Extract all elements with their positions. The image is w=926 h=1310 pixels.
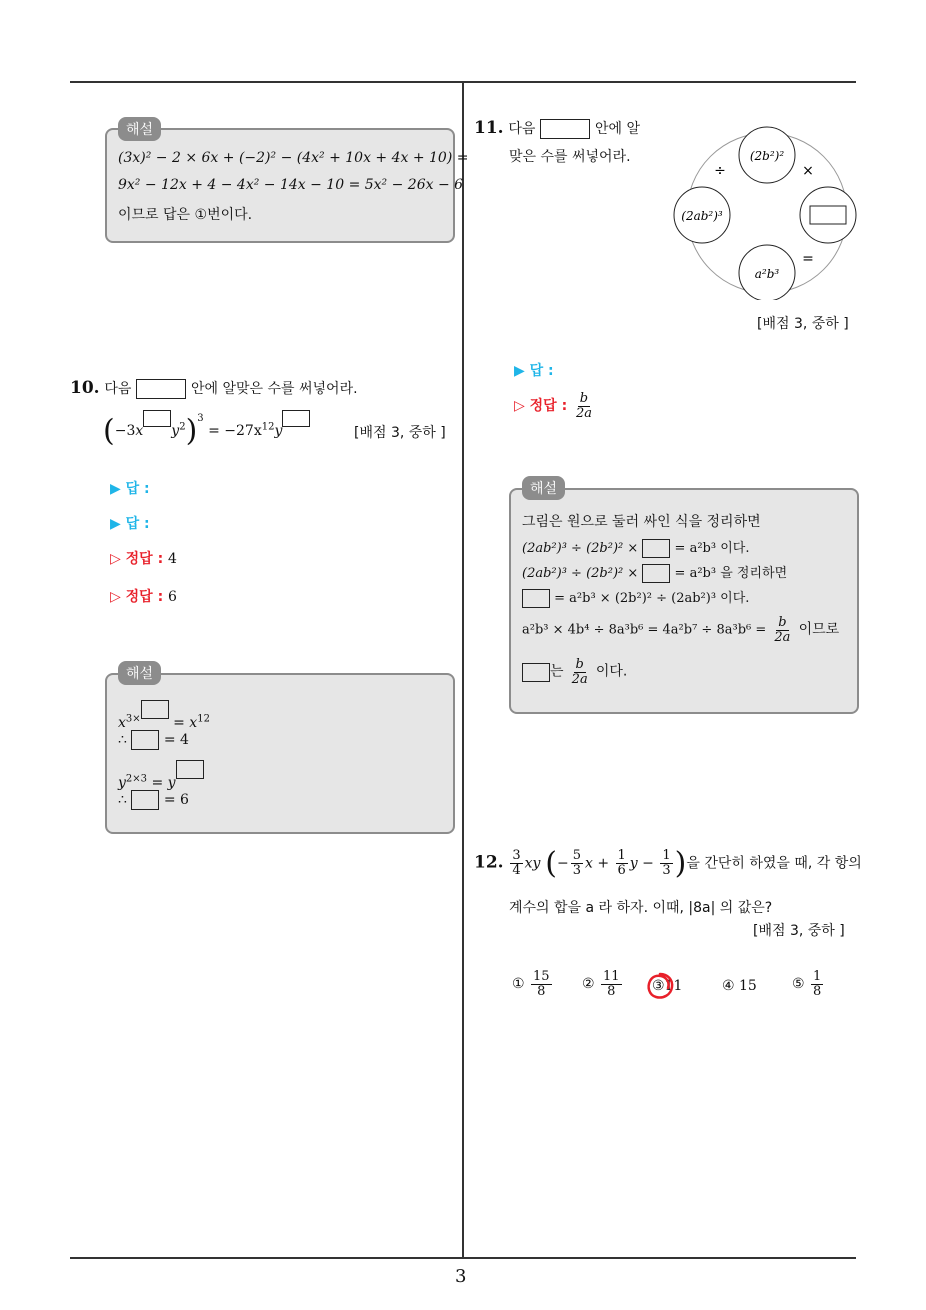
q11-correct (514, 392, 596, 420)
q12-minus: − (556, 855, 569, 872)
q12-choice-5-frac: $\frac{1}{8}$ (813, 969, 822, 999)
q10-sol-x2-exp: 12 (197, 713, 210, 725)
q11-op-eq: = (802, 251, 814, 267)
q11-sol-line2-b: = a²b³ 이다. (674, 541, 750, 556)
q11-correct-label: ▷ 정답 : (514, 398, 568, 415)
q12-frac-1-6: $\frac{1}{6}$ (617, 848, 626, 878)
q10-sol-line3 (118, 760, 204, 791)
q10-sol-x: x (118, 715, 126, 731)
q11-solution-tag: 해설 (522, 476, 565, 500)
q12-plus: + (592, 855, 614, 872)
q12-choice-1-frac: $\frac{15}{8}$ (533, 969, 550, 999)
q9-solution-line2: 9x² − 12x + 4 − 4x² − 14x − 10 = 5x² − 26x − 6 (118, 177, 464, 193)
q11-sol-line6 (522, 658, 627, 686)
q11-circle-diagram (668, 120, 858, 300)
q10-correct-2 (110, 586, 177, 606)
q11-diagram-left: (2ab²)³ (681, 209, 723, 223)
q10-exp-box-1 (143, 410, 171, 427)
q10-eq-coef: −3 (114, 423, 136, 439)
q12-xy: xy (524, 855, 541, 872)
q11-diagram-top: (2b²)² (749, 149, 785, 163)
q10-sol-therefore-1: ∴ (118, 732, 127, 748)
q11-sol-line1: 그림은 원으로 둘러 싸인 식을 정리하면 (522, 514, 761, 530)
q11-sol-line6-fraction: $\frac{b}{2a}$ (571, 657, 588, 687)
q12-prompt-tail: 을 간단히 하였을 때, 각 항의 (686, 855, 862, 872)
q11-sol-line5 (522, 616, 839, 644)
q10-sol-y: y (118, 775, 126, 791)
q10-eq-x: x (135, 423, 144, 439)
q12-choice-2-frac: $\frac{11}{8}$ (603, 969, 620, 999)
q11-sol-line3 (522, 562, 787, 583)
q11-prompt-line1 (474, 118, 640, 139)
q12-x-term: x (584, 855, 593, 872)
q10-eq-y: y (171, 423, 180, 439)
q9-solution-tag: 해설 (118, 117, 161, 141)
q12-left-paren: ( (545, 846, 557, 881)
q12-frac-5-3: $\frac{5}{3}$ (572, 848, 581, 878)
q11-sol-line3-a: (2ab²)³ ÷ (2b²)² × (522, 566, 639, 581)
q10-eq-exp12: 12 (261, 421, 275, 433)
q10-solution-tag: 해설 (118, 661, 161, 685)
q10-exp-box-2 (282, 410, 310, 427)
q12-meta: [배점 3, 중하 ] (753, 923, 845, 939)
q10-sol-x-exp: 3× (125, 713, 141, 725)
q12-choice-3-mark: ③ (652, 978, 665, 994)
q11-sol-line2 (522, 537, 749, 558)
q11-sol-box-4 (522, 663, 550, 682)
bottom-rule (70, 1257, 856, 1259)
q10-eq-mid: = −27x (208, 423, 262, 439)
q10-sol-box-1 (141, 700, 169, 719)
q10-answer-1: ▶ 답 : (110, 481, 150, 497)
q10-correct-2-label: ▷ 정답 : (110, 589, 164, 605)
q10-sol-line2-rhs: = 4 (163, 732, 189, 748)
q10-sol-box-3 (176, 760, 204, 779)
q10-sol-eq3: = (151, 775, 168, 791)
q10-sol-line2 (118, 730, 189, 750)
q11-sol-line5-end: 이므로 (798, 621, 840, 638)
q10-meta: [배점 3, 중하 ] (354, 425, 446, 441)
q12-minus-2: − (637, 855, 659, 872)
q10-sol-box-4 (131, 790, 159, 810)
q12-right-paren: ) (674, 846, 687, 881)
q10-blank-box (136, 379, 186, 399)
q11-sol-line4-text: = a²b³ × (2b²)² ÷ (2ab²)³ 이다. (554, 591, 750, 606)
q12-y-term: y (629, 855, 638, 872)
q11-answer: ▶ 답 : (514, 363, 554, 379)
q10-right-paren: ) (185, 413, 198, 449)
q9-solution-line1: (3x)² − 2 × 6x + (−2)² − (4x² + 10x + 4x + 10) = (118, 150, 469, 166)
q10-eq-outer-exp: 3 (197, 413, 204, 424)
q11-op-div: ÷ (714, 163, 726, 179)
q10-correct-1 (110, 548, 177, 568)
q12-choice-2[interactable] (582, 970, 624, 998)
q10-sol-eq1: = (173, 715, 190, 731)
q10-prompt-pre: 다음 (104, 381, 132, 397)
q11-op-mul: × (802, 163, 814, 179)
q9-solution-line3: 이므로 답은 ①번이다. (118, 207, 253, 223)
q12-choice-2-mark: ② (582, 976, 595, 993)
q10-prompt-post: 안에 알맞은 수를 써넣어라. (190, 381, 358, 397)
q10-sol-x2: x (189, 715, 198, 731)
q11-prompt-post: 안에 알 (594, 121, 641, 137)
q12-prompt-line1 (474, 846, 862, 881)
q12-frac-3-4: $\frac{3}{4}$ (512, 848, 521, 878)
q11-sol-line5-fraction: $\frac{b}{2a}$ (774, 615, 791, 645)
q10-sol-therefore-2: ∴ (118, 792, 127, 808)
q11-sol-box-1 (642, 539, 670, 558)
q11-diagram-bottom: a²b³ (754, 267, 780, 281)
q12-number: 12. (474, 852, 504, 873)
q11-prompt-pre: 다음 (508, 121, 536, 137)
q11-blank-box (540, 119, 590, 139)
q12-choice-3-value: 11 (664, 978, 683, 994)
q12-choice-4-value: 15 (739, 978, 757, 994)
q12-choice-4[interactable] (722, 978, 757, 994)
q10-answer-2: ▶ 답 : (110, 516, 150, 532)
q11-sol-line2-a: (2ab²)³ ÷ (2b²)² × (522, 541, 639, 556)
q10-eq-y-exp: 2 (179, 421, 186, 433)
q11-sol-line6-end: 이다. (595, 663, 628, 680)
q10-equation (103, 410, 310, 449)
q10-sol-y2: y (167, 775, 176, 791)
column-divider (462, 83, 464, 1258)
q12-selected-circle-mark (644, 970, 676, 1002)
q11-sol-box-2 (642, 564, 670, 583)
q11-prompt-line2: 맞은 수를 써넣어라. (509, 149, 631, 165)
q12-choice-4-mark: ④ (722, 978, 735, 994)
q12-choice-1-mark: ① (512, 976, 525, 993)
q10-sol-line4-rhs: = 6 (163, 792, 189, 808)
q11-sol-line3-b: = a²b³ 을 정리하면 (674, 566, 788, 581)
q10-number: 10. (70, 378, 100, 398)
q10-eq-y2: y (274, 423, 283, 439)
q10-sol-line1 (118, 700, 210, 731)
q12-frac-1-3: $\frac{1}{3}$ (662, 848, 671, 878)
q11-sol-line5-text: a²b³ × 4b⁴ ÷ 8a³b⁶ = 4a²b⁷ ÷ 8a³b⁶ = (522, 622, 767, 638)
q10-correct-1-label: ▷ 정답 : (110, 551, 164, 567)
q10-sol-y-exp: 2×3 (125, 773, 148, 785)
q12-prompt-line2: 계수의 합을 a 라 하자. 이때, |8a| 의 값은? (509, 900, 773, 916)
page-number: 3 (455, 1266, 467, 1287)
q12-choice-1[interactable] (512, 970, 554, 998)
q11-sol-line4 (522, 587, 749, 608)
q11-sol-box-3 (522, 589, 550, 608)
q10-correct-1-value: 4 (167, 551, 177, 567)
q12-choice-5-mark: ⑤ (792, 976, 805, 993)
q11-sol-line6-mid: 는 (550, 663, 564, 680)
q10-sol-box-2 (131, 730, 159, 750)
q10-prompt (70, 378, 358, 399)
q10-left-paren: ( (103, 413, 115, 449)
q10-sol-line4 (118, 790, 189, 810)
q10-correct-2-value: 6 (167, 589, 177, 605)
q12-choice-5[interactable] (792, 970, 825, 998)
q11-meta: [배점 3, 중하 ] (757, 316, 849, 332)
q11-diagram-blank-box (810, 206, 846, 224)
q11-correct-fraction: $\frac{b}{2a}$ (575, 391, 592, 421)
q11-number: 11. (474, 118, 504, 138)
